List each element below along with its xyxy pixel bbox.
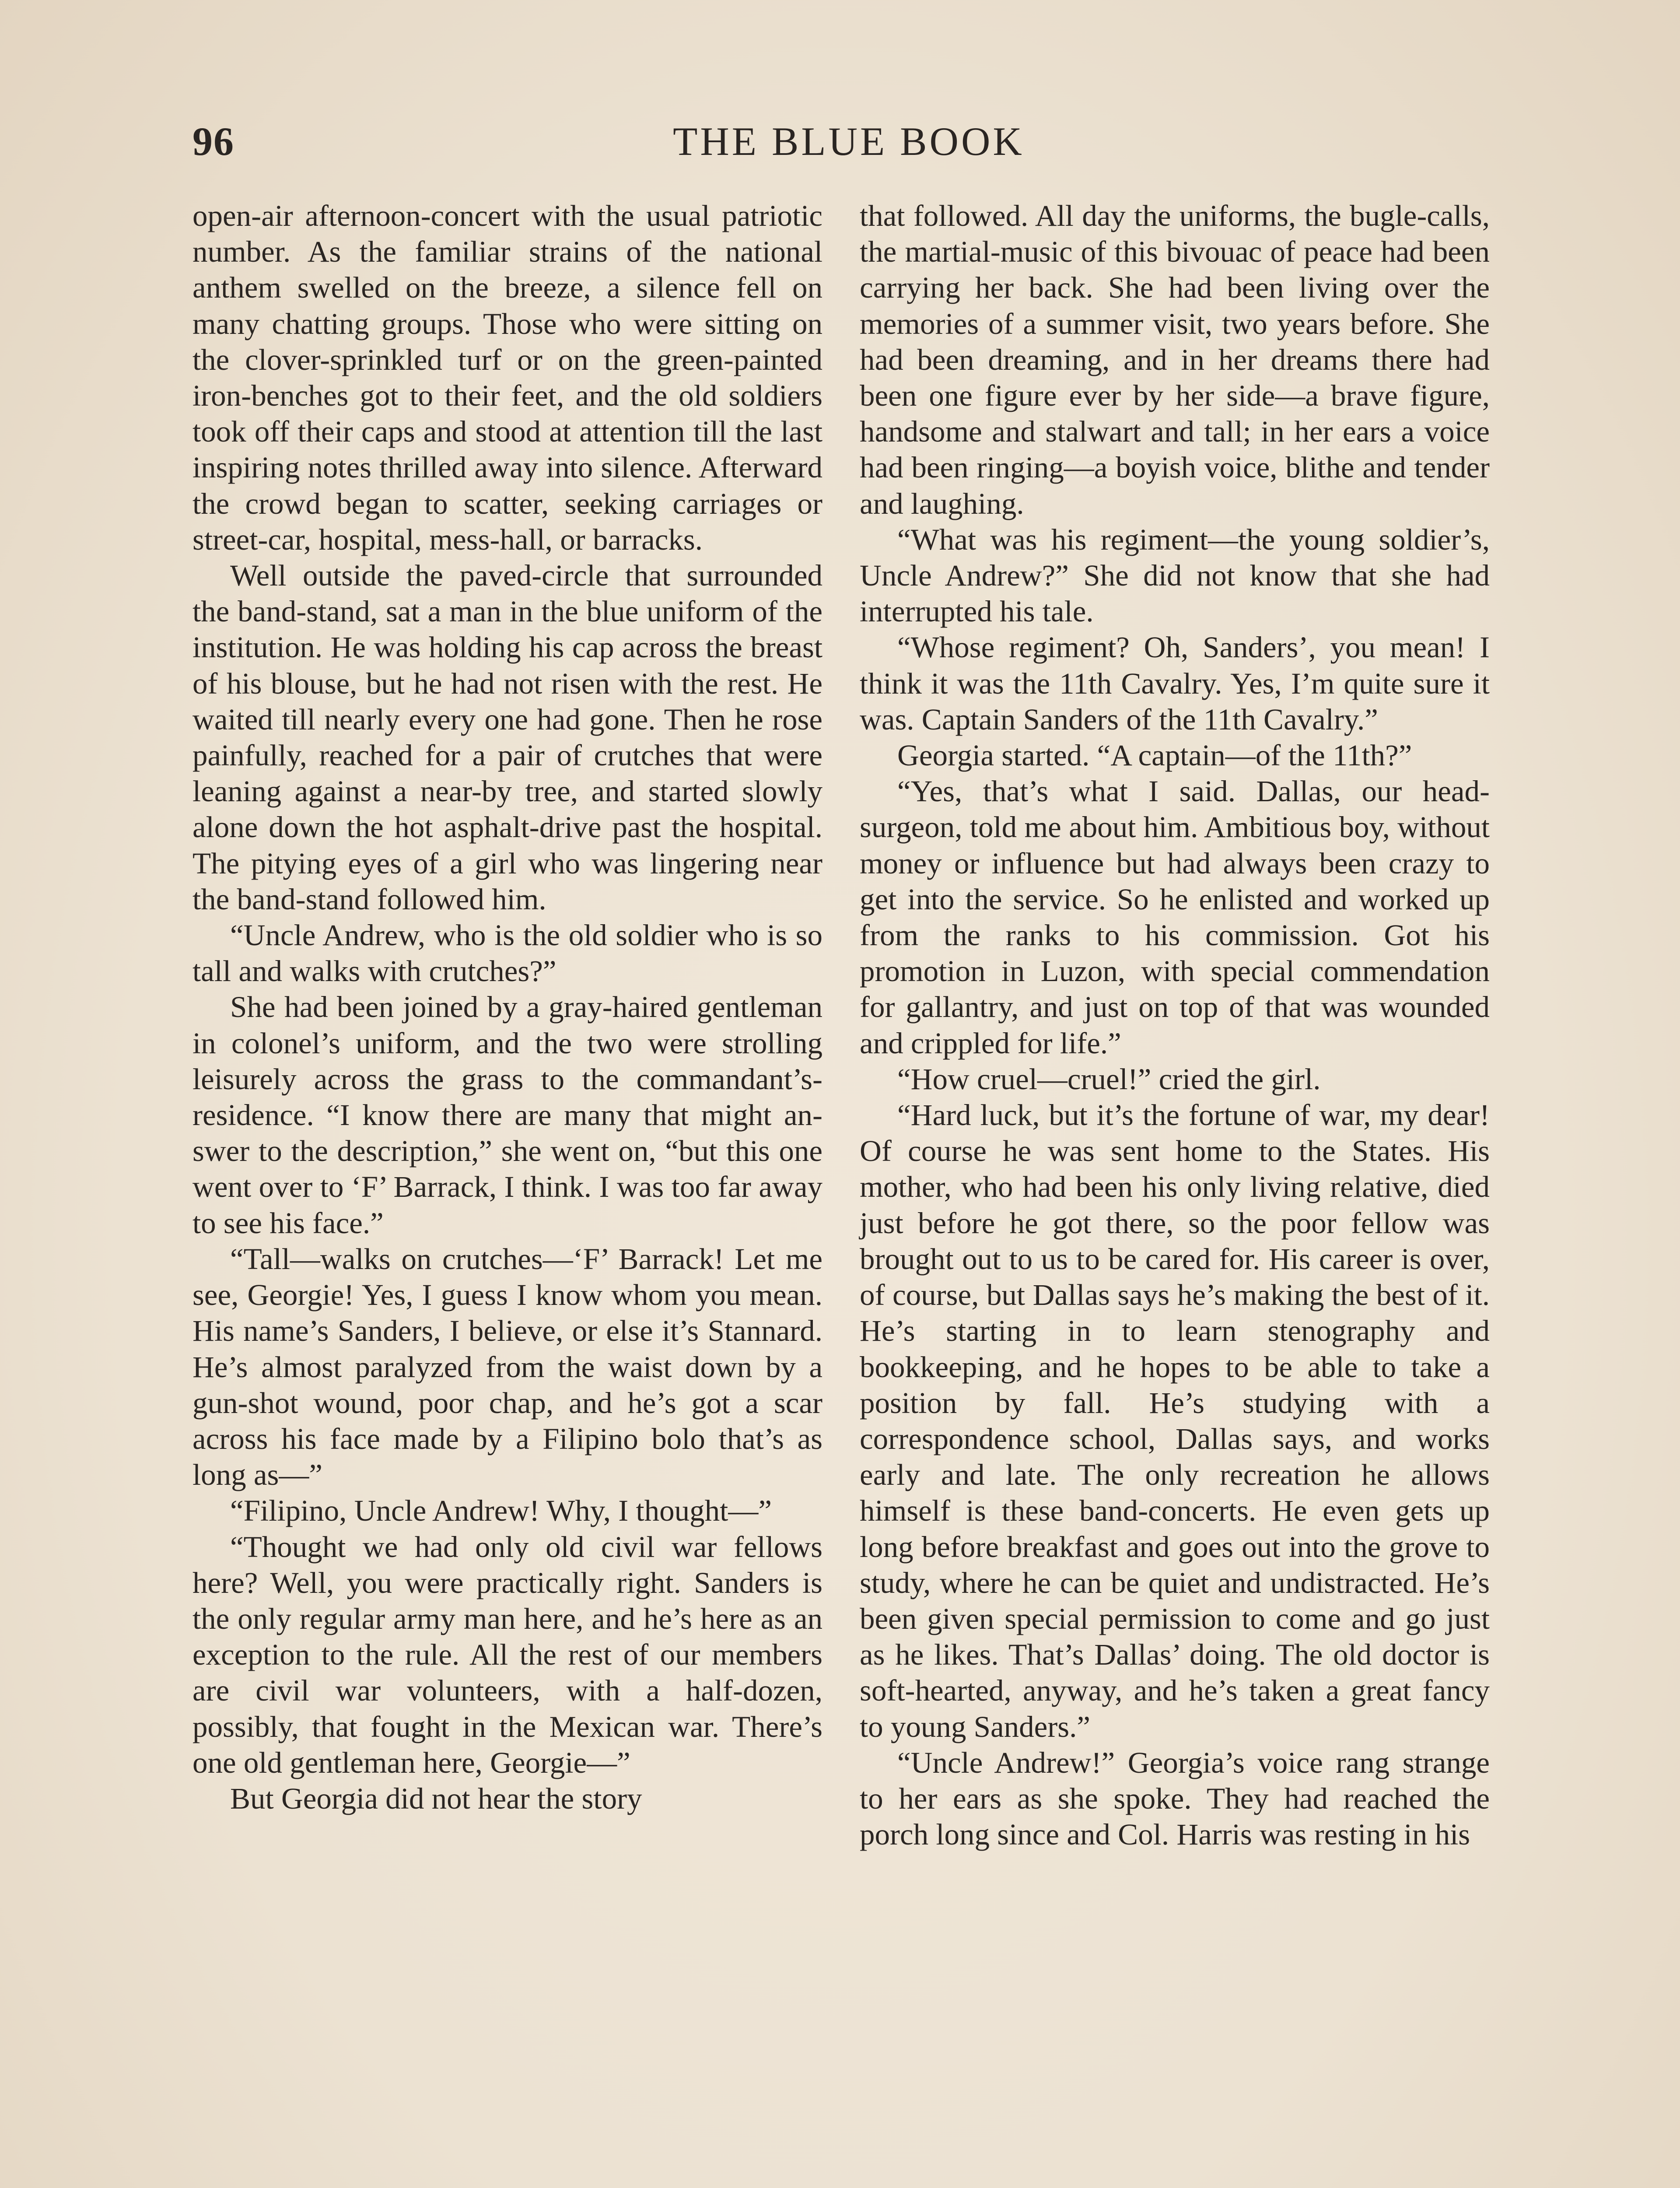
paragraph: “Thought we had only old civil war fellows here? Well, you were practically right. Sanders is the only regular army man here, and he’s here as an exception to the rule. All the rest of our members are civil war volunteers, with a half-dozen, possibly, that fought in the Mexican war. There’s one old gentleman here, Georgie—” — [192, 1530, 822, 1779]
paragraph: that followed. All day the uniforms, the bugle-calls, the martial-music of this bivouac of peace had been carrying her back. She had been living over the memories of a summer visit, two years before. She had been dreaming, and in her dreams there had been one figure ever by her side—a brave figure, handsome and stalwart and tall; in her ears a voice had been ringing—a boyish voice, blithe and tender and laughing. — [860, 199, 1490, 520]
paragraph: But Georgia did not hear the story — [230, 1781, 642, 1815]
paragraph: “Tall—walks on crutches—‘F’ Barrack! Let me see, Georgie! Yes, I guess I know whom you mean. His name’s Sanders, I believe, or else it’s Stannard. He’s almost paralyzed from the waist down by a gun-shot wound, poor chap, and he’s got a scar across his face made by a Filipino bolo that’s as long as—” — [192, 1242, 822, 1492]
paragraph: “Whose regiment? Oh, Sanders’, you mean! I think it was the 11th Cavalry. Yes, I’m quite sure it was. Captain Sanders of the 11th Cavalry.” — [860, 631, 1490, 736]
paragraph: “Hard luck, but it’s the fortune of war, my dear! Of course he was sent home to the States. His mother, who had been his only living relative, died just before he got there, so the poor fellow was brought out to us to be cared for. His career is over, of course, but Dallas says he’s making the best of it. He’s starting in to learn stenography and bookkeeping, and he hopes to be able to take a position by fall. He’s studying with a correspondence school, Dallas says, and works early and late. The only recreation he allows himself is these band-concerts. He even gets up long before breakfast and goes out into the grove to study, where he can be quiet and undistracted. He’s been given special permission to come and go just as he likes. That’s Dallas’ doing. The old doctor is soft-hearted, anyway, and he’s taken a great fancy to young Sanders.” — [860, 1098, 1490, 1743]
left-column — [192, 198, 822, 1816]
page-header — [192, 118, 1488, 166]
paragraph: “What was his regiment—the young soldier’s, Uncle Andrew?” She did not know that she had interrupted his tale. — [860, 522, 1490, 628]
paragraph: open-air afternoon-concert with the usual patriotic number. As the familiar strains of the national anthem swelled on the breeze, a silence fell on many chatting groups. Those who were sitting on the clover-sprinkled turf or on the green-painted iron-benches got to their feet, and the old soldiers took off their caps and stood at attention till the last inspiring notes thrilled away into silence. Afterward the crowd began to scatter, seeking carriages or street-car, hospital, mess-hall, or barracks. — [192, 199, 822, 556]
paragraph: “Yes, that’s what I said. Dallas, our head-surgeon, told me about him. Ambitious boy, without money or influence but had always been crazy to get into the service. So he enlisted and worked up from the ranks to his commission. Got his promotion in Luzon, with special commendation for gallantry, and just on top of that was wounded and crippled for life.” — [860, 775, 1490, 1060]
paragraph: “How cruel—cruel!” cried the girl. — [897, 1062, 1321, 1096]
paragraph: Well outside the paved-circle that surrounded the band-stand, sat a man in the blue uniform of the institution. He was holding his cap across the breast of his blouse, but he had not risen with the rest. He waited till nearly every one had gone. Then he rose painfully, reached for a pair of crutches that were leaning against a near-by tree, and started slowly alone down the hot asphalt-drive past the hospital. The pitying eyes of a girl who was lingering near the band-stand followed him. — [192, 559, 822, 916]
page-number: 96 — [192, 119, 234, 164]
paragraph: She had been joined by a gray-haired gentleman in colonel’s uniform, and the two were strolling leisurely across the grass to the commandant’s-residence. “I know there are many that might answer to the description,” she went on, “but this one went over to ‘F’ Barrack, I think. I was too far away to see his face.” — [192, 990, 822, 1240]
running-title: THE BLUE BOOK — [673, 119, 1025, 164]
paragraph: “Uncle Andrew!” Georgia’s voice rang strange to her ears as she spoke. They had reached the porch long since and Col. Harris was resting in his — [860, 1746, 1490, 1851]
paragraph: Georgia started. “A captain—of the 11th?” — [897, 739, 1412, 772]
right-column — [860, 198, 1490, 1852]
paragraph: “Filipino, Uncle Andrew! Why, I thought—” — [230, 1494, 772, 1528]
paragraph: “Uncle Andrew, who is the old soldier who is so tall and walks with crutches?” — [192, 919, 822, 988]
